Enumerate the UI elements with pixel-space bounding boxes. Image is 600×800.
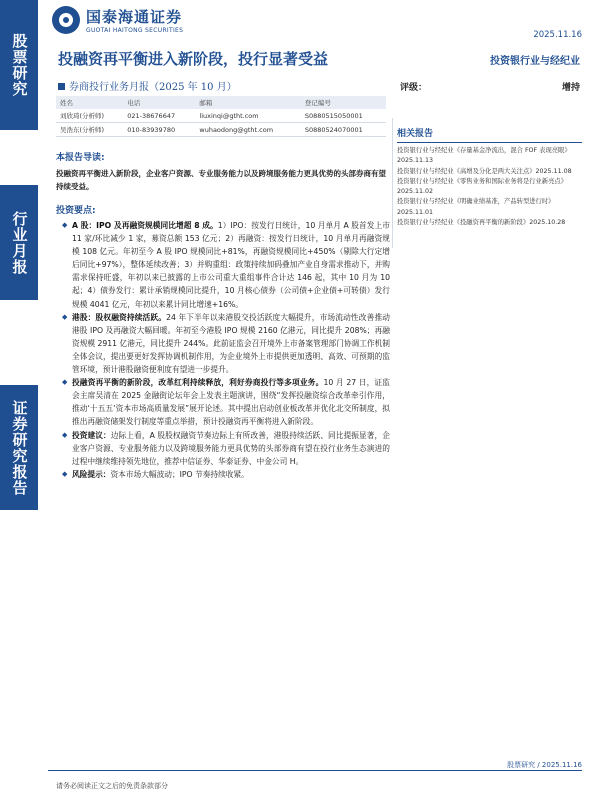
analyst-phone: 021-38676647 <box>123 109 195 123</box>
related-report-item: 投资银行业与经纪业《明确业绩基准，产品转型进行时》2025.11.01 <box>397 198 555 216</box>
table-row <box>56 123 386 137</box>
analyst-name: 刘欣琦(分析师) <box>56 109 123 123</box>
footer-report-date: 股票研究 / 2025.11.16 <box>507 761 582 769</box>
list-item: ◆ 投资建议：边际上看，A 股股权融资节奏边际上有所改善，港股持续活跃、同比提振显著，企业客户资源、专业服务能力以及跨境服务能力更具优势的头部券商有望在投行业务生态演进的过程中继续维持领先地位，推荐中信证券、华泰证券、中金公司 H。 <box>62 429 390 468</box>
related-report-item: 投资银行业与经纪业《高增及分化是两大关注点》2025.11.08 <box>397 167 572 175</box>
company-logo <box>52 6 183 34</box>
sidebar-stock-research: 股票研究 <box>0 0 38 130</box>
related-report-item: 投资银行业与经纪业《零售业务和国际业务将是行业新亮点》2025.11.02 <box>397 177 568 196</box>
list-item: ◆ 风险提示：资本市场大幅波动；IPO 节奏持续收紧。 <box>62 468 390 481</box>
table-header-cell: 姓名 <box>56 96 123 109</box>
column-divider <box>392 118 393 248</box>
related-report-item: 投资银行业与经纪业《投融资再平衡的新阶段》2025.10.28 <box>397 219 566 227</box>
industry-label: 投资银行业与经纪业 <box>490 56 580 67</box>
logo-icon <box>52 6 80 34</box>
analyst-email: wuhaodong@gtht.com <box>195 123 300 137</box>
logo-name-cn: 国泰海通证券 <box>86 8 183 26</box>
sidebar <box>0 0 38 800</box>
logo-name-en: GUOTAI HAITONG SECURITIES <box>86 27 184 34</box>
rating <box>400 80 580 93</box>
list-item: ◆ 投融资再平衡的新阶段，改革红利持续释放，利好券商投行等多项业务。10 月 27 日，证监会主席吴清在 2025 金融街论坛年会上发表主题演讲，围绕“发挥投融资综合改革牵引作用，推动‘十五五’资本市场高质量发展”展开论述。其中提出启动创业板改革并优化北交所制度，拟推出再融资储架发行制度等重点举措，预计投融资再平衡将进入新阶段。 <box>62 376 390 428</box>
related-reports-heading: 相关报告 <box>397 126 582 143</box>
header-date: 2025.11.16 <box>533 30 582 40</box>
analyst-registration: S0880524070001 <box>301 123 386 137</box>
footer-divider <box>48 770 582 771</box>
guide-text: 投融资再平衡进入新阶段，企业客户资源、专业服务能力以及跨境服务能力更具优势的头部券商有望持续受益。 <box>56 169 386 191</box>
analyst-registration: S0880515050001 <box>301 109 386 123</box>
guide-heading: 本报告导读: <box>56 153 105 163</box>
table-row <box>56 109 386 123</box>
key-points-list <box>62 219 390 481</box>
table-header-cell: 登记编号 <box>301 96 386 109</box>
subtitle-bullet-icon <box>58 83 65 90</box>
list-item: ◆ 港股：股权融资持续活跃。24 年下半年以来港股交投活跃度大幅提升，市场流动性改善推动港股 IPO 及再融资大幅回暖。年初至今港股 IPO 规模 2160 亿港元，同比提升 208%；再融资规模 2911 亿港元，同比提升 244%。此前证监会召开境外上市备案管理部门协调工作机制全体会议，提出要更好发挥协调机制作用，为企业境外上市提供更加透明、高效、可预期的监管环境，预计港股融资便利度有望进一步提升。 <box>62 311 390 376</box>
analyst-phone: 010-83939780 <box>123 123 195 137</box>
sidebar-industry-monthly: 行业月报 <box>0 185 38 300</box>
footer-disclaimer: 请务必阅读正文之后的免责条款部分 <box>56 782 168 790</box>
table-header-cell: 电话 <box>123 96 195 109</box>
rating-label: 评级： <box>400 83 428 93</box>
sidebar-securities-report: 证券研究报告 <box>0 385 38 510</box>
table-header-row <box>56 96 386 109</box>
analyst-email: liuxinqi@gtht.com <box>195 109 300 123</box>
report-title: 投融资再平衡进入新阶段，投行显著受益 <box>58 50 329 68</box>
points-heading: 投资要点: <box>56 206 96 216</box>
analyst-name: 吴浩东(分析师) <box>56 123 123 137</box>
table-header-cell: 邮箱 <box>195 96 300 109</box>
related-report-item: 投资银行业与经纪业《存量基金净流出，混合 FOF 表现亮眼》2025.11.13 <box>397 147 571 165</box>
rating-value: 增持 <box>561 83 580 93</box>
related-reports <box>397 126 582 228</box>
analyst-table <box>56 96 386 137</box>
list-item: ◆ A 股：IPO 及再融资规模同比增超 8 成。1）IPO：按发行日统计，10 月单月 A 股首发上市 11 家/环比减少 1 家，募资总额 153 亿元；2）再融资：按发行日统计，10 月单月再融资规模 108 亿元。年初至今 A 股 IPO 规模同比+81%，再融资规模同比+450%（剔除大行定增后同比+97%），整体延续改善；3）并购重组：政策持续加码叠加产业自身需求推动下，并购需求保持旺盛，年初以来已披露的上市公司重大重组事件合计达 146 起，其中 10 月为 10 起；4）债券发行：累计承销规模同比提升，10 月核心债券（公司债+企业债+可转债）发行规模 4041 亿元，年初以来累计同比增速+16%。 <box>62 219 390 311</box>
report-subtitle: 券商投行业务月报（2025 年 10 月） <box>58 78 237 93</box>
